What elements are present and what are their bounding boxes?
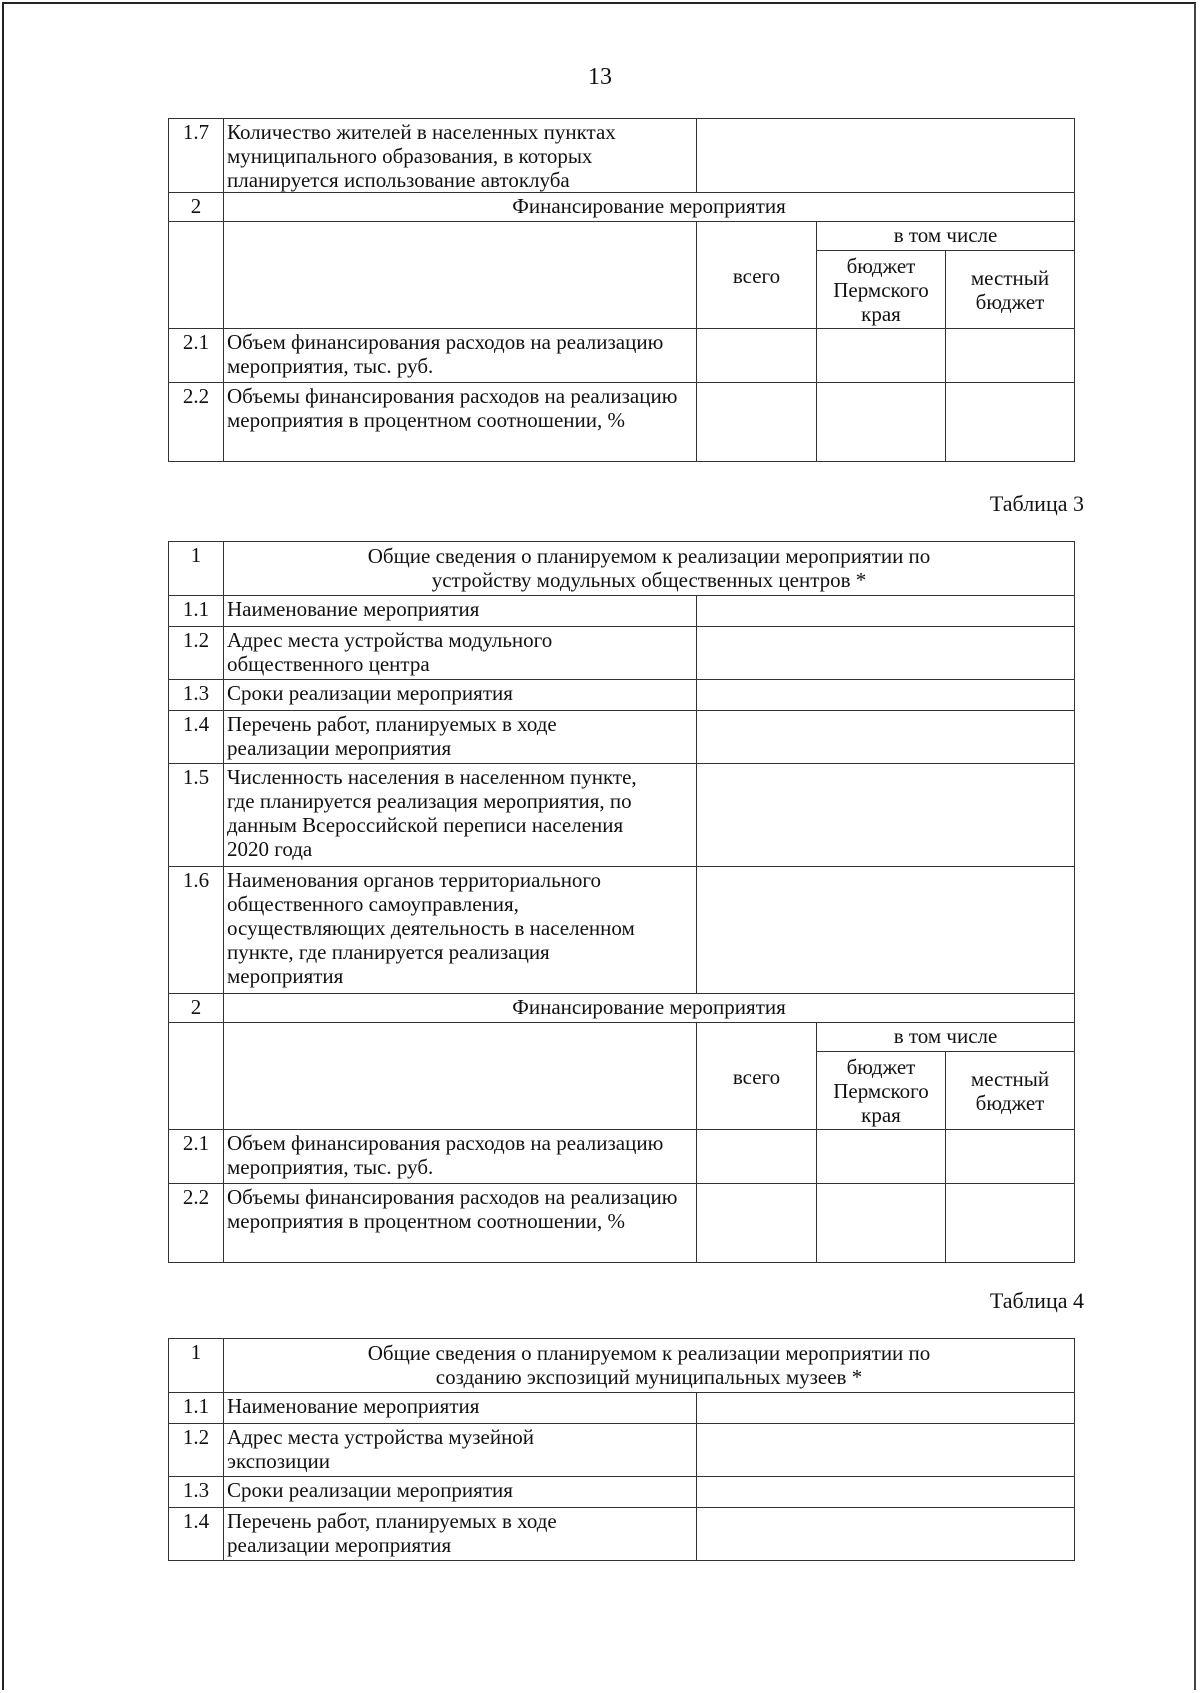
table-3 [168,541,1075,1263]
table-4 [168,1338,1075,1561]
row-label: Объемы финансирования расходов на реализацию мероприятия в процентном соотношении, % [224,1184,697,1263]
row-number: 1.5 [169,764,224,867]
row-number: 1.1 [169,1393,224,1424]
row-label: Численность населения в населенном пункте, где планируется реализация мероприятия, по данным Всероссийской переписи населения 2020 года [224,764,697,867]
fin-header-row [169,222,1075,251]
row-label: Адрес места устройства модульного общественного центра [224,627,697,680]
table-row [169,627,1075,680]
table-row [169,711,1075,764]
section-title: Общие сведения о планируемом к реализации мероприятии по созданию экспозиций муниципальных музеев * [224,1339,1075,1393]
table-row [169,329,1075,383]
empty-cell [224,1023,697,1130]
table-caption: Таблица 4 [989,1288,1084,1313]
empty-cell [169,222,224,329]
row-label: Объем финансирования расходов на реализацию мероприятия, тыс. руб. [224,329,697,383]
row-number: 1.7 [169,119,224,193]
row-label: Сроки реализации мероприятия [224,1477,697,1508]
table-header-row [169,1339,1075,1393]
section-title: Финансирование мероприятия [224,994,1075,1023]
table-row [169,994,1075,1023]
table-row [169,596,1075,627]
row-number: 1.2 [169,627,224,680]
row-value-cell [697,1508,1075,1561]
value-cell [817,383,946,462]
table-row [169,1424,1075,1477]
row-number: 1.2 [169,1424,224,1477]
table-row [169,1184,1075,1263]
row-label: Наименования органов территориального общественного самоуправления, осуществляющих деятельность в населенном пункте, где планируется реализация мероприятия [224,867,697,994]
table-row [169,867,1075,994]
value-cell [697,1184,817,1263]
row-label: Адрес места устройства музейной экспозиции [224,1424,697,1477]
row-number: 2.1 [169,329,224,383]
row-label: Объем финансирования расходов на реализацию мероприятия, тыс. руб. [224,1130,697,1184]
value-cell [817,1130,946,1184]
table-continuation [168,118,1075,462]
table-header-row [169,542,1075,596]
fin-total-header: всего [697,1023,817,1130]
table-row [169,1393,1075,1424]
row-number: 2 [169,193,224,222]
value-cell [697,1130,817,1184]
row-number: 2 [169,994,224,1023]
fin-including-header: в том числе [817,1023,1075,1052]
row-value-cell [697,680,1075,711]
row-value-cell [697,764,1075,867]
table-row [169,1130,1075,1184]
section-title: Финансирование мероприятия [224,193,1075,222]
table-row [169,1477,1075,1508]
value-cell [817,1184,946,1263]
row-label: Количество жителей в населенных пунктах муниципального образования, в которых планируется использование автоклуба [224,119,697,193]
fin-local-header: местный бюджет [946,251,1075,329]
row-number: 2.1 [169,1130,224,1184]
row-label: Сроки реализации мероприятия [224,680,697,711]
table-row [169,680,1075,711]
row-label: Перечень работ, планируемых в ходе реализации мероприятия [224,1508,697,1561]
row-value-cell [697,711,1075,764]
table-row [169,193,1075,222]
empty-cell [224,222,697,329]
row-number: 1.3 [169,680,224,711]
row-number: 1 [169,1339,224,1393]
row-label: Объемы финансирования расходов на реализацию мероприятия в процентном соотношении, % [224,383,697,462]
row-value-cell [697,867,1075,994]
row-number: 2.2 [169,383,224,462]
row-value-cell [697,627,1075,680]
fin-including-header: в том числе [817,222,1075,251]
fin-local-header: местный бюджет [946,1052,1075,1130]
value-cell [946,383,1075,462]
row-value-cell [697,119,1075,193]
section-title: Общие сведения о планируемом к реализации мероприятии по устройству модульных общественных центров * [224,542,1075,596]
row-number: 1.4 [169,1508,224,1561]
value-cell [946,1184,1075,1263]
fin-header-row [169,1023,1075,1052]
row-number: 1.3 [169,1477,224,1508]
row-number: 2.2 [169,1184,224,1263]
row-value-cell [697,1393,1075,1424]
row-number: 1.4 [169,711,224,764]
row-value-cell [697,596,1075,627]
value-cell [946,329,1075,383]
fin-total-header: всего [697,222,817,329]
row-number: 1 [169,542,224,596]
row-value-cell [697,1424,1075,1477]
table-caption: Таблица 3 [989,491,1084,516]
row-label: Наименование мероприятия [224,1393,697,1424]
table-row [169,764,1075,867]
fin-regional-header: бюджет Пермского края [817,251,946,329]
row-label: Наименование мероприятия [224,596,697,627]
row-number: 1.6 [169,867,224,994]
value-cell [697,329,817,383]
value-cell [697,383,817,462]
table-row [169,119,1075,193]
row-number: 1.1 [169,596,224,627]
row-label: Перечень работ, планируемых в ходе реализации мероприятия [224,711,697,764]
empty-cell [169,1023,224,1130]
value-cell [946,1130,1075,1184]
table-row [169,1508,1075,1561]
page-number: 13 [588,64,612,90]
table-row [169,383,1075,462]
fin-regional-header: бюджет Пермского края [817,1052,946,1130]
row-value-cell [697,1477,1075,1508]
value-cell [817,329,946,383]
